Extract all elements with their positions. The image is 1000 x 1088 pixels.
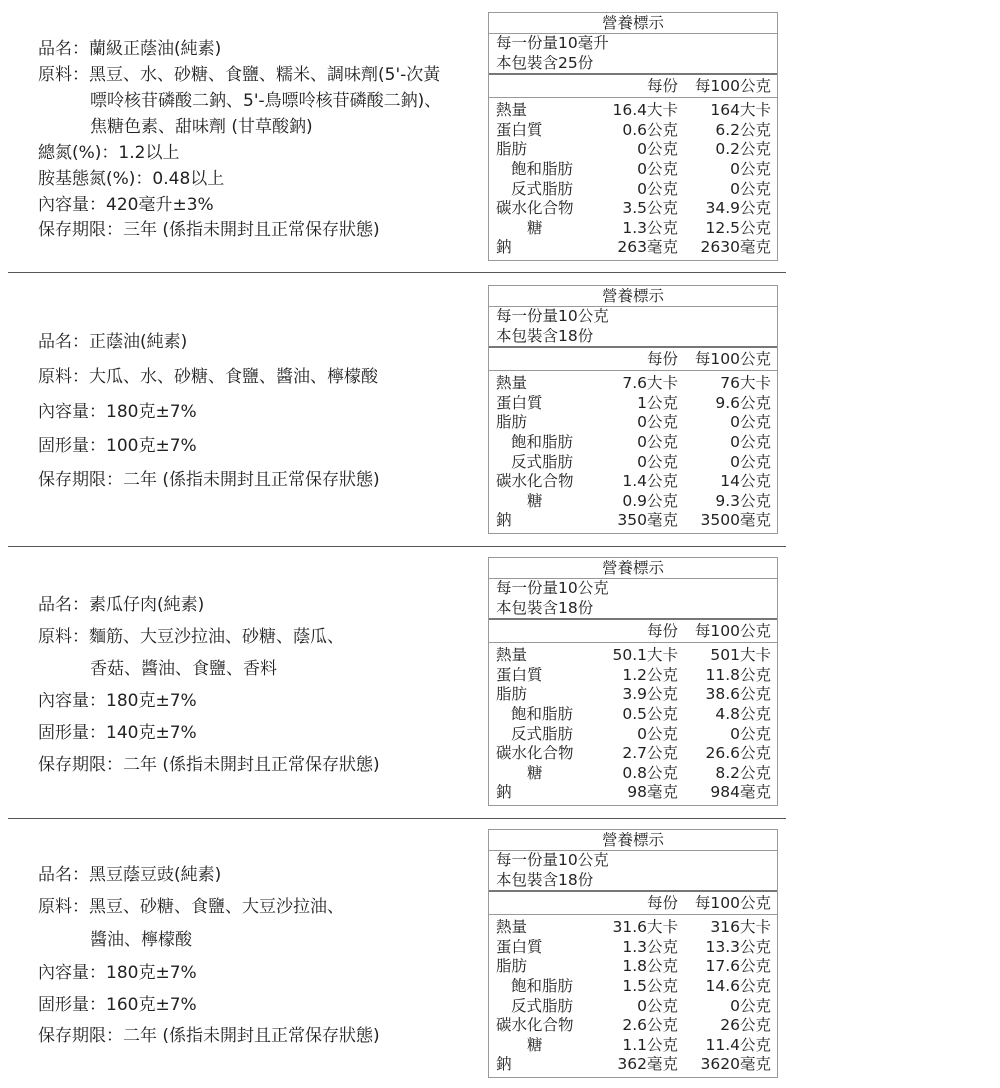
nutrient-rows	[489, 915, 777, 1077]
per-serving-header: 每份	[646, 894, 678, 913]
nutrient-label: 鈉	[496, 1055, 512, 1074]
column-header	[489, 348, 777, 370]
per-serving-value: 0公克	[637, 140, 678, 159]
net-content: 內容量：420毫升±3%	[38, 195, 214, 215]
nutrient-label: 鈉	[496, 783, 512, 802]
nutrient-label: 蛋白質	[496, 665, 543, 684]
ingredients-line: 原料：黑豆、砂糖、食鹽、大豆沙拉油、	[38, 897, 344, 917]
ingredients-line: 原料：黑豆、水、砂糖、食鹽、糯米、調味劑(5'-次黃	[38, 65, 441, 85]
ingredients-line: 嘌呤核苷磷酸二鈉、5'-鳥嘌呤核苷磷酸二鈉)、	[90, 91, 442, 111]
per-serving-value: 0公克	[637, 413, 678, 432]
per-100-value: 76大卡	[720, 374, 771, 393]
nutrient-label: 蛋白質	[496, 937, 543, 956]
nutrient-row	[489, 938, 777, 958]
ingredients-line: 原料：麵筋、大豆沙拉油、砂糖、蔭瓜、	[38, 627, 344, 647]
per-100-value: 8.2公克	[715, 763, 771, 782]
section-divider	[8, 546, 786, 547]
per-serving-value: 350毫克	[617, 511, 678, 530]
nutrient-row	[489, 1016, 777, 1036]
nutrient-label: 碳水化合物	[496, 1016, 574, 1035]
nutrient-row	[489, 744, 777, 764]
nutrient-row	[489, 918, 777, 938]
per-100-value: 14公克	[720, 472, 771, 491]
nutrition-panel	[488, 829, 778, 1078]
net-content: 內容量：180克±7%	[38, 963, 197, 983]
per-100-value: 17.6公克	[705, 957, 771, 976]
nutrient-row	[489, 394, 777, 414]
per-100-value: 3500毫克	[700, 511, 771, 530]
nutrient-label: 脂肪	[496, 685, 528, 704]
per-100-value: 0公克	[730, 452, 771, 471]
nutrient-row	[489, 957, 777, 977]
per-100-value: 0公克	[730, 413, 771, 432]
nutrient-row	[489, 764, 777, 784]
per-serving-header: 每份	[646, 622, 678, 641]
servings-per-package: 本包裝含18份	[496, 870, 594, 889]
per-serving-value: 2.6公克	[622, 1016, 678, 1035]
nutrient-row	[489, 783, 777, 803]
nutrient-rows	[489, 643, 777, 805]
nutrient-label: 反式脂肪	[511, 996, 574, 1015]
nutrient-row	[489, 646, 777, 666]
nutrient-label: 蛋白質	[496, 393, 543, 412]
column-header	[489, 75, 777, 97]
per-serving-value: 1.3公克	[622, 218, 678, 237]
nutrient-row	[489, 180, 777, 200]
per-serving-value: 0.6公克	[622, 120, 678, 139]
nutrient-label: 飽和脂肪	[511, 704, 574, 723]
per-serving-value: 0公克	[637, 432, 678, 451]
per-100-value: 26公克	[720, 1016, 771, 1035]
per-serving-value: 50.1大卡	[612, 646, 678, 665]
total-nitrogen: 總氮(%)：1.2以上	[38, 143, 180, 163]
nutrient-label: 熱量	[496, 646, 528, 665]
servings-per-package: 本包裝含25份	[496, 53, 594, 72]
solid-content: 固形量：100克±7%	[38, 436, 197, 456]
per-100-value: 11.8公克	[705, 665, 771, 684]
nutrient-row	[489, 511, 777, 531]
nutrient-row	[489, 666, 777, 686]
per-100-value: 164大卡	[710, 101, 771, 120]
nutrient-rows	[489, 371, 777, 533]
per-serving-value: 2.7公克	[622, 744, 678, 763]
nutrient-label: 飽和脂肪	[511, 976, 574, 995]
per-100-value: 3620毫克	[700, 1055, 771, 1074]
nutrient-label: 熱量	[496, 101, 528, 120]
per-100-value: 12.5公克	[705, 218, 771, 237]
product-name: 品名：素瓜仔肉(純素)	[38, 595, 205, 615]
product-name: 品名：黑豆蔭豆豉(純素)	[38, 865, 222, 885]
net-content: 內容量：180克±7%	[38, 402, 197, 422]
shelf-life: 保存期限：二年 (係指未開封且正常保存狀態)	[38, 1026, 380, 1046]
nutrient-label: 飽和脂肪	[511, 432, 574, 451]
nutrient-rows	[489, 98, 777, 260]
nutrient-label: 脂肪	[496, 957, 528, 976]
per-serving-value: 1.8公克	[622, 957, 678, 976]
nutrient-row	[489, 1036, 777, 1056]
nutrient-row	[489, 492, 777, 512]
servings-per-package: 本包裝含18份	[496, 326, 594, 345]
per-serving-value: 0公克	[637, 159, 678, 178]
per-serving-value: 7.6大卡	[622, 374, 678, 393]
nutrient-row	[489, 453, 777, 473]
per-serving-value: 31.6大卡	[612, 918, 678, 937]
nutrient-label: 碳水化合物	[496, 744, 574, 763]
ingredients-line: 香菇、醬油、食鹽、香料	[90, 659, 277, 679]
nutrient-label: 反式脂肪	[511, 179, 574, 198]
per-serving-value: 1.2公克	[622, 665, 678, 684]
per-serving-value: 0公克	[637, 996, 678, 1015]
section-divider	[8, 818, 786, 819]
nutrient-label: 脂肪	[496, 413, 528, 432]
per-100-value: 0公克	[730, 996, 771, 1015]
product-name: 品名：蘭級正蔭油(純素)	[38, 39, 222, 59]
serving-size: 每一份量10公克	[496, 307, 609, 325]
product-name: 品名：正蔭油(純素)	[38, 332, 188, 352]
per-100-value: 0.2公克	[715, 140, 771, 159]
nutrition-panel	[488, 12, 778, 261]
per-100-value: 9.3公克	[715, 491, 771, 510]
nutrient-row	[489, 160, 777, 180]
per-serving-value: 1.1公克	[622, 1035, 678, 1054]
nutrient-row	[489, 238, 777, 258]
per-100-value: 14.6公克	[705, 976, 771, 995]
shelf-life: 保存期限：二年 (係指未開封且正常保存狀態)	[38, 470, 380, 490]
nutrient-label: 熱量	[496, 374, 528, 393]
servings-per-package: 本包裝含18份	[496, 598, 594, 617]
per-serving-value: 98毫克	[627, 783, 678, 802]
nutrient-label: 鈉	[496, 511, 512, 530]
nutrient-row	[489, 1055, 777, 1075]
per-100-value: 6.2公克	[715, 120, 771, 139]
nutrient-label: 糖	[527, 1035, 543, 1054]
nutrient-label: 碳水化合物	[496, 199, 574, 218]
per-serving-value: 0.9公克	[622, 491, 678, 510]
section-divider	[8, 272, 786, 273]
per-100-header: 每100公克	[694, 350, 771, 369]
per-serving-value: 0公克	[637, 724, 678, 743]
nutrient-label: 糖	[527, 491, 543, 510]
column-header	[489, 892, 777, 914]
per-serving-value: 1.4公克	[622, 472, 678, 491]
serving-size: 每一份量10毫升	[496, 34, 609, 52]
per-100-value: 26.6公克	[705, 744, 771, 763]
nutrition-panel	[488, 557, 778, 806]
per-100-value: 316大卡	[710, 918, 771, 937]
per-100-value: 9.6公克	[715, 393, 771, 412]
nutrient-label: 脂肪	[496, 140, 528, 159]
per-100-value: 0公克	[730, 179, 771, 198]
nutrition-title: 營養標示	[601, 287, 664, 305]
nutrient-row	[489, 199, 777, 219]
nutrition-title: 營養標示	[601, 559, 664, 577]
per-serving-header: 每份	[646, 77, 678, 96]
per-serving-value: 0公克	[637, 452, 678, 471]
shelf-life: 保存期限：二年 (係指未開封且正常保存狀態)	[38, 755, 380, 775]
nutrient-label: 反式脂肪	[511, 452, 574, 471]
nutrient-row	[489, 705, 777, 725]
solid-content: 固形量：140克±7%	[38, 723, 197, 743]
per-serving-value: 3.9公克	[622, 685, 678, 704]
per-serving-header: 每份	[646, 350, 678, 369]
nutrition-title: 營養標示	[601, 831, 664, 849]
per-100-value: 38.6公克	[705, 685, 771, 704]
per-serving-value: 16.4大卡	[612, 101, 678, 120]
nutrient-row	[489, 977, 777, 997]
serving-size: 每一份量10公克	[496, 851, 609, 869]
per-100-value: 0公克	[730, 724, 771, 743]
nutrient-label: 蛋白質	[496, 120, 543, 139]
per-100-value: 0公克	[730, 159, 771, 178]
ingredients-line: 原料：大瓜、水、砂糖、食鹽、醬油、檸檬酸	[38, 367, 378, 387]
shelf-life: 保存期限：三年 (係指未開封且正常保存狀態)	[38, 220, 380, 240]
nutrient-row	[489, 374, 777, 394]
nutrient-label: 糖	[527, 763, 543, 782]
nutrient-label: 碳水化合物	[496, 472, 574, 491]
per-100-value: 984毫克	[710, 783, 771, 802]
per-100-header: 每100公克	[694, 894, 771, 913]
per-serving-value: 263毫克	[617, 238, 678, 257]
nutrient-row	[489, 725, 777, 745]
nutrient-row	[489, 472, 777, 492]
ingredients-line: 醬油、檸檬酸	[90, 930, 192, 950]
nutrient-label: 鈉	[496, 238, 512, 257]
per-serving-value: 1公克	[637, 393, 678, 412]
per-serving-value: 362毫克	[617, 1055, 678, 1074]
column-header	[489, 620, 777, 642]
amino-nitrogen: 胺基態氮(%)：0.48以上	[38, 169, 225, 189]
solid-content: 固形量：160克±7%	[38, 995, 197, 1015]
nutrient-row	[489, 997, 777, 1017]
ingredients-line: 焦糖色素、甜味劑 (甘草酸鈉)	[90, 117, 313, 137]
nutrient-label: 熱量	[496, 918, 528, 937]
per-serving-value: 0.5公克	[622, 704, 678, 723]
per-serving-value: 1.5公克	[622, 976, 678, 995]
per-100-header: 每100公克	[694, 622, 771, 641]
per-serving-value: 1.3公克	[622, 937, 678, 956]
per-serving-value: 0公克	[637, 179, 678, 198]
per-100-value: 2630毫克	[700, 238, 771, 257]
per-100-header: 每100公克	[694, 77, 771, 96]
per-100-value: 4.8公克	[715, 704, 771, 723]
per-100-value: 11.4公克	[705, 1035, 771, 1054]
per-100-value: 13.3公克	[705, 937, 771, 956]
nutrient-row	[489, 121, 777, 141]
per-100-value: 34.9公克	[705, 199, 771, 218]
nutrient-row	[489, 140, 777, 160]
nutrient-row	[489, 433, 777, 453]
nutrition-title: 營養標示	[601, 14, 664, 32]
net-content: 內容量：180克±7%	[38, 691, 197, 711]
per-100-value: 501大卡	[710, 646, 771, 665]
nutrient-label: 反式脂肪	[511, 724, 574, 743]
per-serving-value: 3.5公克	[622, 199, 678, 218]
per-100-value: 0公克	[730, 432, 771, 451]
nutrition-panel	[488, 285, 778, 534]
serving-size: 每一份量10公克	[496, 579, 609, 597]
nutrient-row	[489, 413, 777, 433]
per-serving-value: 0.8公克	[622, 763, 678, 782]
nutrient-label: 糖	[527, 218, 543, 237]
nutrient-label: 飽和脂肪	[511, 159, 574, 178]
nutrient-row	[489, 685, 777, 705]
nutrient-row	[489, 219, 777, 239]
nutrient-row	[489, 101, 777, 121]
